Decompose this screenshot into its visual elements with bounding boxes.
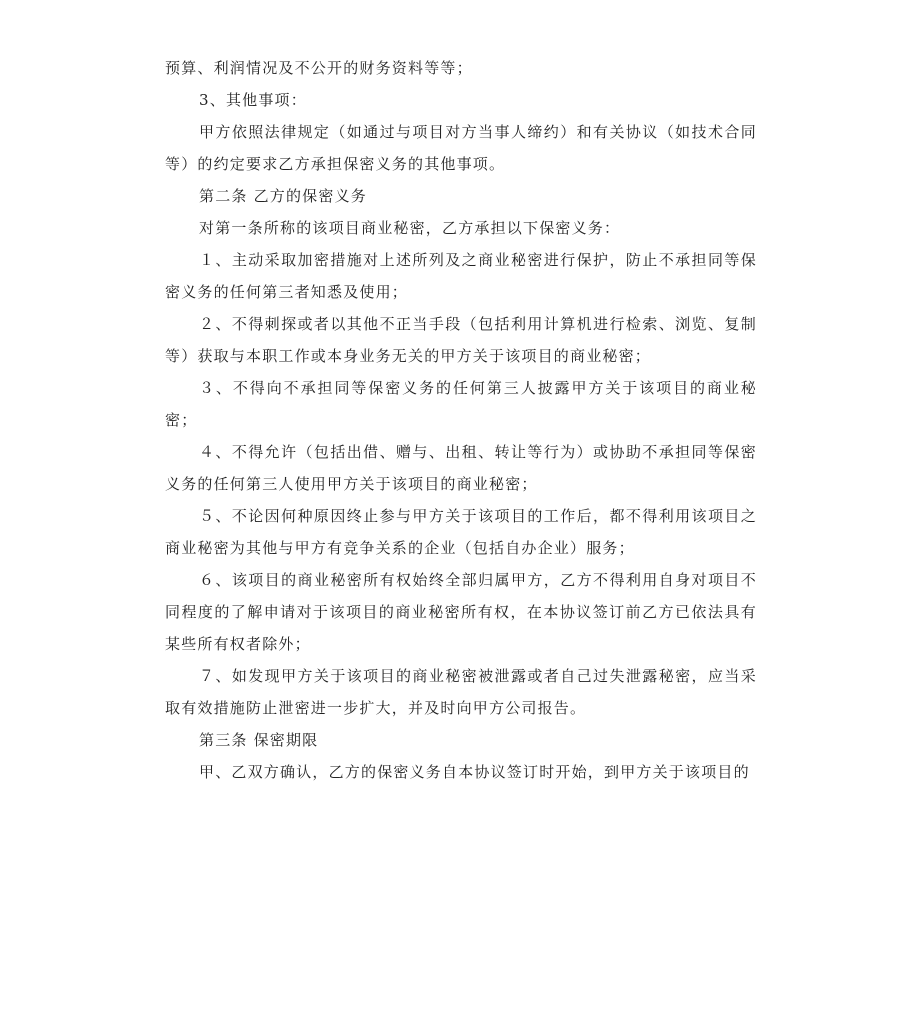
obligation-item-3: ３、不得向不承担同等保密义务的任何第三人披露甲方关于该项目的商业秘密；	[165, 379, 757, 429]
obligation-item-7: ７、如发现甲方关于该项目的商业秘密被泄露或者自己过失泄露秘密，应当采取有效措施防止泄密进一步扩大，并及时向甲方公司报告。	[165, 667, 757, 717]
article-3-heading: 第三条 保密期限	[199, 731, 319, 749]
obligation-item-4: ４、不得允许（包括出借、赠与、出租、转让等行为）或协助不承担同等保密义务的任何第三人使用甲方关于该项目的商业秘密；	[165, 443, 757, 493]
item-other-matters-heading: 3、其他事项：	[199, 91, 307, 109]
obligation-item-6: ６、该项目的商业秘密所有权始终全部归属甲方，乙方不得利用自身对项目不同程度的了解申请对于该项目的商业秘密所有权，在本协议签订前乙方已依法具有某些所有权者除外；	[165, 571, 757, 653]
article-3-body: 甲、乙双方确认，乙方的保密义务自本协议签订时开始，到甲方关于该项目的	[199, 763, 750, 781]
article-2-heading: 第二条 乙方的保密义务	[199, 187, 367, 205]
obligation-item-5: ５、不论因何种原因终止参与甲方关于该项目的工作后，都不得利用该项目之商业秘密为其他与甲方有竞争关系的企业（包括自办企业）服务；	[165, 507, 757, 557]
article-2-intro: 对第一条所称的该项目商业秘密，乙方承担以下保密义务：	[199, 219, 621, 237]
document-page	[165, 52, 757, 788]
obligation-item-2: ２、不得刺探或者以其他不正当手段（包括利用计算机进行检索、浏览、复制等）获取与本职工作或本身业务无关的甲方关于该项目的商业秘密；	[165, 315, 757, 365]
paragraph-continuation: 预算、利润情况及不公开的财务资料等等；	[165, 59, 473, 77]
paragraph-other-matters: 甲方依照法律规定（如通过与项目对方当事人缔约）和有关协议（如技术合同等）的约定要求乙方承担保密义务的其他事项。	[165, 123, 757, 173]
obligation-item-1: １、主动采取加密措施对上述所列及之商业秘密进行保护，防止不承担同等保密义务的任何第三者知悉及使用；	[165, 251, 757, 301]
